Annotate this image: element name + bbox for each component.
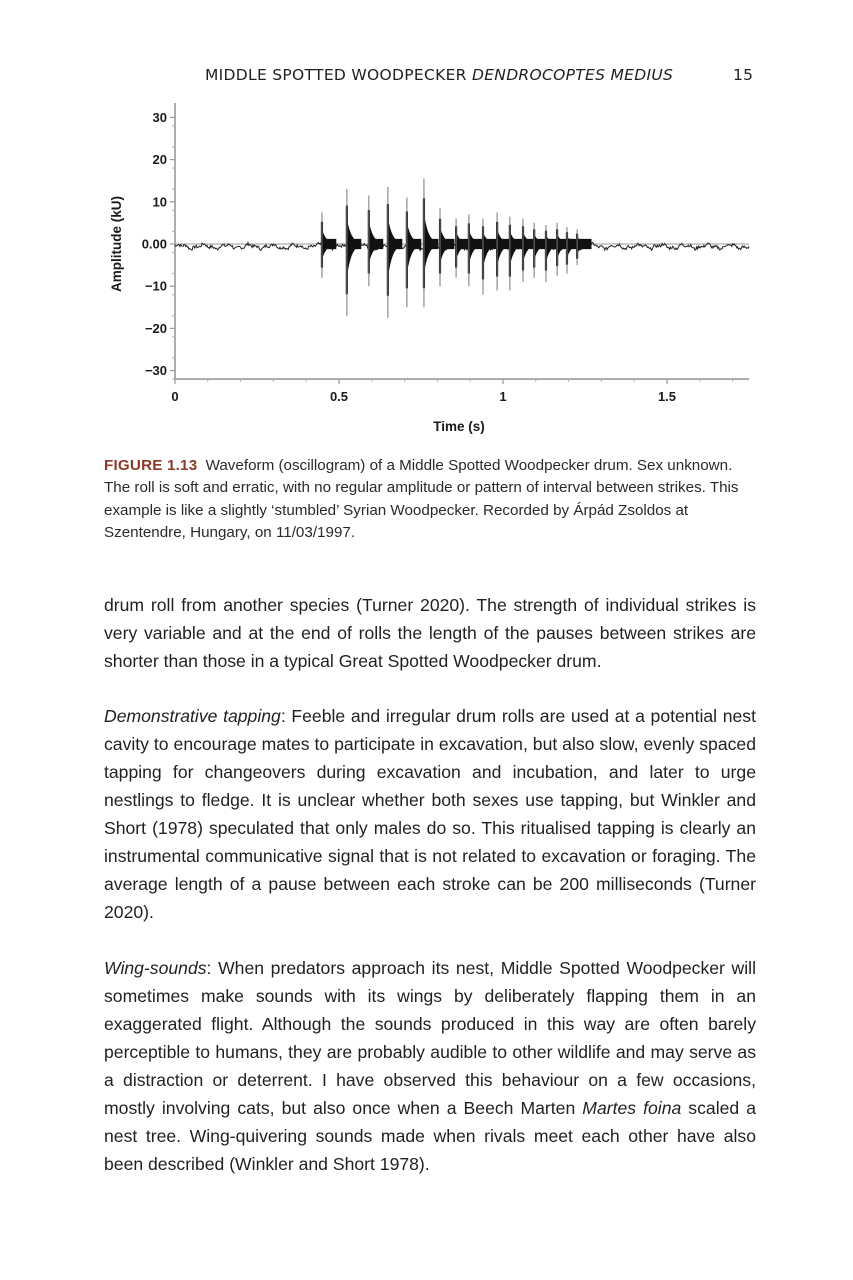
drum-strike	[510, 217, 524, 291]
y-tick-label: −30	[144, 363, 167, 379]
page-number: 15	[733, 66, 754, 84]
x-tick-label: 1	[499, 389, 507, 405]
drum-strike	[483, 219, 497, 295]
figure-label: FIGURE 1.13	[104, 457, 198, 474]
strike-envelope	[577, 237, 591, 253]
drum-strike	[322, 212, 336, 277]
paragraph-lead-term: Demonstrative tapping	[104, 706, 281, 726]
strike-envelope	[469, 231, 483, 263]
waveform-chart-svg	[100, 100, 770, 445]
y-tick-label: 20	[152, 152, 167, 168]
drum-strike	[388, 187, 402, 318]
strike-envelope	[369, 222, 383, 263]
x-tick-label: 0.5	[329, 389, 349, 405]
running-head-common-name: MIDDLE SPOTTED WOODPECKER	[205, 66, 467, 84]
running-head-title	[205, 66, 673, 84]
y-axis-label: Amplitude (kU)	[109, 196, 124, 292]
drum-strike	[369, 195, 383, 286]
drum-strike	[424, 179, 438, 308]
strike-envelope	[322, 230, 336, 259]
drum-strike	[440, 208, 454, 286]
x-tick-label: 0	[171, 389, 179, 405]
paragraph-drum-roll	[104, 591, 756, 675]
waveform-chart	[100, 100, 770, 445]
drum-strike	[407, 198, 421, 308]
paragraph-lead-term: Wing-sounds	[104, 958, 207, 978]
figure-caption-text: Waveform (oscillogram) of a Middle Spotted Woodpecker drum. Sex unknown. The roll is soft and erratic, with no regular amplitude or pattern of interval between strikes. This example is like a slightly ‘stumbled’ Syrian Woodpecker. Recorded by Árpád Zsoldos at Szentendre, Hungary, on 11/03/1997.	[104, 457, 739, 541]
x-axis-label: Time (s)	[433, 419, 485, 434]
drum-strike	[577, 229, 591, 265]
paragraph-text: : When predators approach its nest, Middle Spotted Woodpecker will sometimes make sounds with its wings by deliberately flapping them in an exaggerated flight. Although the sounds produced in this way are often barely perceptible to humans, they are probably audible to other wildlife and may serve as a distraction or deterrent. I have observed this behaviour on a few occasions, mostly involving cats, but also once when a Beech Marten	[104, 958, 756, 1118]
running-head	[0, 66, 853, 90]
y-tick-label: 10	[152, 194, 167, 210]
running-head-scientific-name: DENDROCOPTES MEDIUS	[471, 66, 674, 84]
y-tick-label: −20	[144, 320, 167, 336]
strike-envelope	[347, 219, 361, 276]
drum-strike	[469, 214, 483, 286]
paragraph-demonstrative-tapping	[104, 702, 756, 926]
waveform	[175, 179, 749, 318]
y-tick-label: 30	[152, 109, 167, 125]
figure-caption	[104, 455, 756, 544]
strike-envelope	[388, 218, 402, 277]
paragraph-wing-sounds	[104, 954, 756, 1178]
strike-envelope	[424, 215, 438, 273]
y-tick-label: −10	[144, 278, 167, 294]
x-tick-label: 1.5	[657, 389, 677, 405]
paragraph-text: drum roll from another species (Turner 2020). The strength of individual strikes is very variable and at the end of rolls the length of the pauses between strikes are shorter than those in a typical Great Spotted Woodpecker drum.	[104, 595, 756, 671]
paragraph-text: scaled a nest tree. Wing-quivering sounds made when rivals meet each other have also been described (Winkler and Short 1978).	[104, 1098, 757, 1174]
strike-envelope	[407, 223, 421, 272]
y-tick-label: 0.00	[141, 236, 167, 252]
paragraph-text: : Feeble and irregular drum rolls are used at a potential nest cavity to encourage mates to participate in excavation, but also slow, evenly spaced tapping for changeovers during excavation and incubation, and later to urge nestlings to fledge. It is unclear whether both sexes use tapping, but Winkler and Short (1978) speculated that only males do so. This ritualised tapping is clearly an instrumental communicative signal that is not related to excavation or foraging. The average length of a pause between each stroke can be 200 milliseconds (Turner 2020).	[104, 706, 756, 922]
strike-envelope	[440, 228, 454, 263]
strike-envelope	[510, 232, 524, 265]
species-name: Martes foina	[582, 1098, 682, 1118]
drum-strike	[347, 189, 361, 316]
